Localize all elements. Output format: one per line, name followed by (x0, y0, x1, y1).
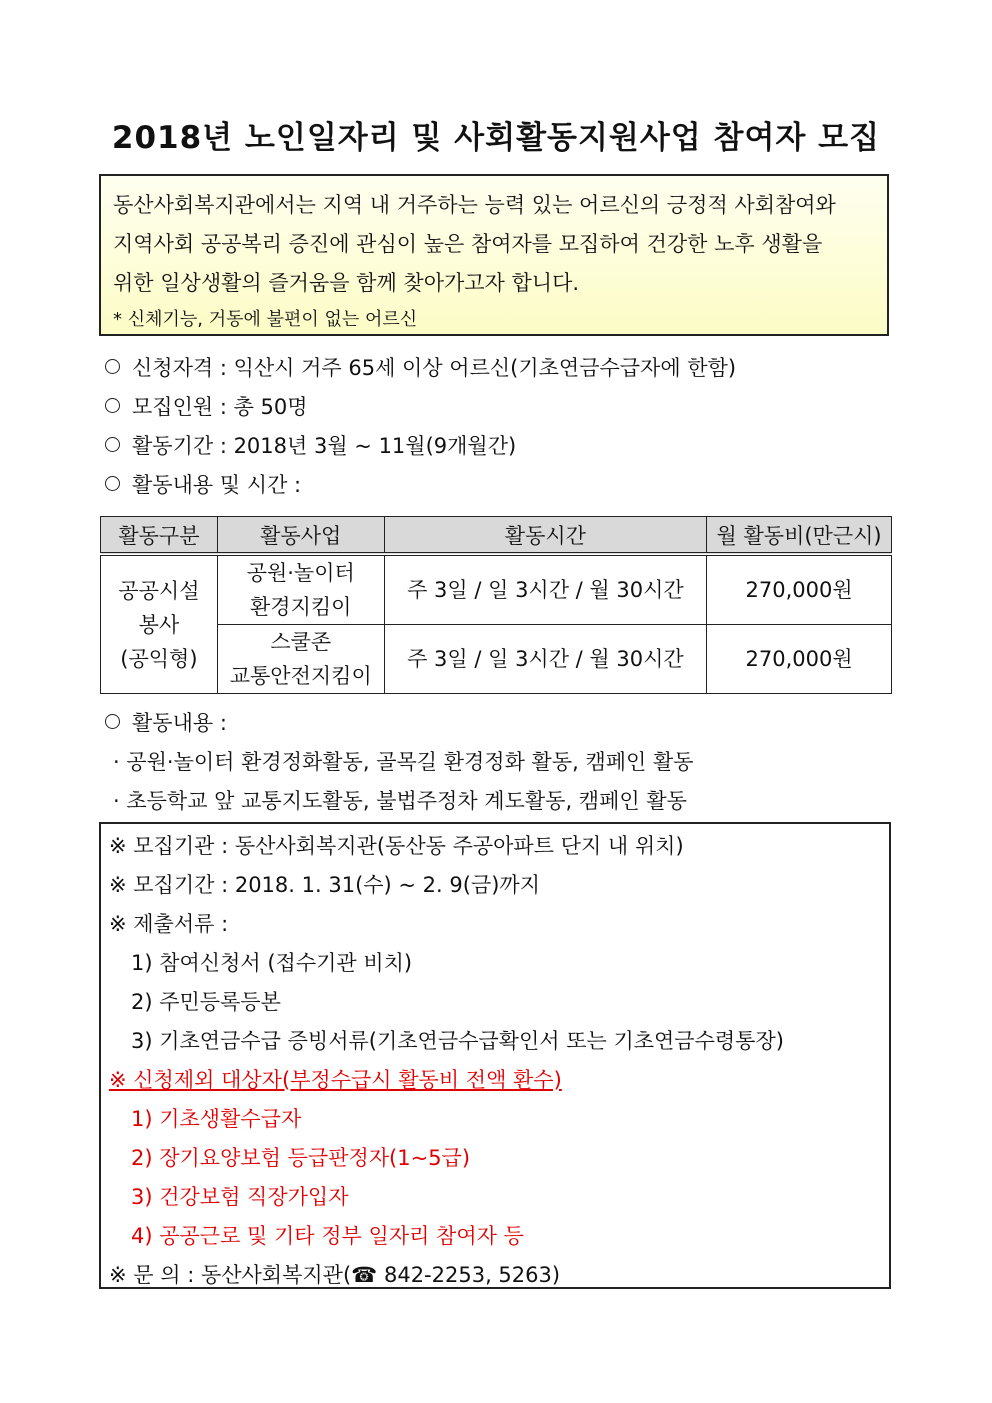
intro-note: * 신체기능, 거동에 불편이 없는 어르신 (113, 309, 418, 330)
circle-bullet-icon (105, 398, 120, 413)
excluded-item: 2) 장기요양보험 등급판정자(1~5급) (131, 1146, 471, 1170)
intro-line-2: 지역사회 공공복리 증진에 관심이 높은 참여자를 모집하여 건강한 노후 생활을 (113, 232, 823, 256)
time-cell: 주 3일 / 일 3시간 / 월 30시간 (384, 554, 707, 625)
pay-cell: 270,000원 (707, 554, 892, 625)
content-time-line (105, 469, 301, 499)
table-row (101, 625, 892, 694)
recruits-text: 모집인원 : 총 50명 (132, 395, 308, 419)
project-cell (217, 625, 384, 694)
contact-line: ※ 문 의 : 동산사회복지관(☎ 842-2253, 5263) (109, 1263, 561, 1287)
category-line-2: 봉사 (138, 612, 180, 637)
circle-bullet-icon (105, 714, 120, 729)
excluded-heading (109, 1061, 889, 1100)
eligibility-text: 신청자격 : 익산시 거주 65세 이상 어르신(기초연금수급자에 한함) (132, 356, 737, 380)
excluded-item: 4) 공공근로 및 기타 정부 일자리 참여자 등 (131, 1224, 524, 1248)
category-line-3: (공익형) (120, 646, 198, 671)
excluded-item: 1) 기초생활수급자 (131, 1107, 302, 1131)
activity-item-2: · 초등학교 앞 교통지도활동, 불법주정차 계도활동, 캠페인 활동 (113, 789, 687, 813)
table-header-row (101, 517, 892, 555)
category-cell (101, 554, 218, 694)
period-line (105, 430, 516, 460)
eligibility-line (105, 352, 736, 382)
doc-item: 3) 기초연금수급 증빙서류(기초연금수급확인서 또는 기초연금수령통장) (131, 1029, 784, 1053)
intro-line-1: 동산사회복지관에서는 지역 내 거주하는 능력 있는 어르신의 긍정적 사회참여와 (113, 193, 836, 217)
intro-line-3: 위한 일상생활의 즐거움을 함께 찾아가고자 합니다. (113, 271, 580, 295)
doc-item: 2) 주민등록등본 (131, 990, 281, 1014)
doc-item: 1) 참여신청서 (접수기관 비치) (131, 951, 413, 975)
activity-item-1: · 공원·놀이터 환경정화활동, 골목길 환경정화 활동, 캠페인 활동 (113, 750, 694, 774)
activities-heading: 활동내용 : (132, 711, 227, 735)
circle-bullet-icon (105, 359, 120, 374)
pay-cell: 270,000원 (707, 625, 892, 694)
docs-heading: ※ 제출서류 : (109, 912, 229, 936)
content-time-text: 활동내용 및 시간 : (132, 473, 302, 497)
time-cell: 주 3일 / 일 3시간 / 월 30시간 (384, 625, 707, 694)
period-text: 활동기간 : 2018년 3월 ~ 11월(9개월간) (132, 434, 517, 458)
project-line-2: 환경지킴이 (250, 595, 352, 619)
project-line-1: 스쿨존 (270, 630, 332, 654)
recruit-period-line: ※ 모집기간 : 2018. 1. 31(수) ~ 2. 9(금)까지 (109, 873, 541, 897)
info-box (99, 822, 891, 1289)
activity-table (100, 516, 892, 694)
intro-box (99, 174, 889, 336)
project-line-1: 공원·놀이터 (246, 561, 355, 585)
circle-bullet-icon (105, 476, 120, 491)
activities-heading-line (105, 707, 227, 737)
project-cell (217, 554, 384, 625)
header-pay: 월 활동비(만근시) (707, 517, 892, 555)
header-category: 활동구분 (101, 517, 218, 555)
category-line-1: 공공시설 (118, 578, 200, 603)
recruits-line (105, 391, 308, 421)
agency-line: ※ 모집기관 : 동산사회복지관(동산동 주공아파트 단지 내 위치) (109, 834, 684, 858)
header-project: 활동사업 (217, 517, 384, 555)
table-row (101, 554, 892, 625)
page-title: 2018년 노인일자리 및 사회활동지원사업 참여자 모집 (111, 120, 881, 156)
header-time: 활동시간 (384, 517, 707, 555)
project-line-2: 교통안전지킴이 (229, 664, 372, 688)
excluded-item: 3) 건강보험 직장가입자 (131, 1185, 349, 1209)
circle-bullet-icon (105, 437, 120, 452)
excluded-heading-text: ※ 신청제외 대상자(부정수급시 활동비 전액 환수) (109, 1068, 562, 1092)
